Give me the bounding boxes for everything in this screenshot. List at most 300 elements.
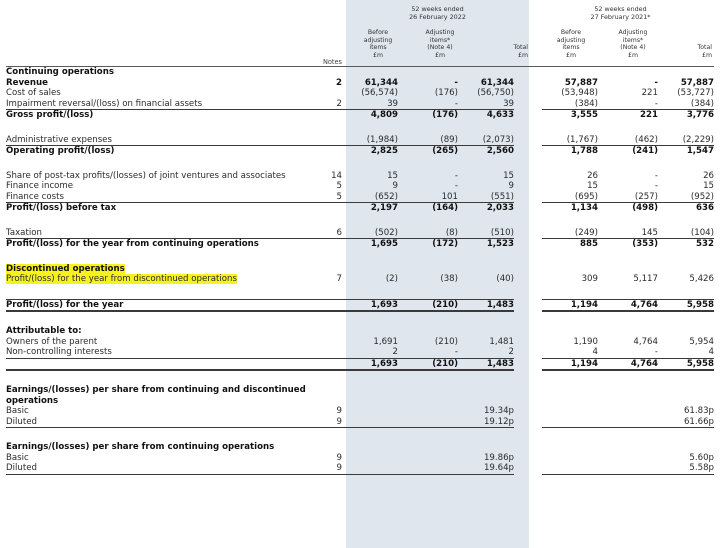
- value-total-2022: 61,344: [480, 77, 514, 88]
- period-date: 27 February 2021*: [590, 12, 651, 21]
- period-label: 52 weeks ended: [594, 5, 647, 13]
- value-adjusting-2022: [398, 370, 458, 385]
- statement-row: [6, 285, 714, 300]
- row-label-text: Impairment reversal/(loss) on financial assets: [6, 98, 203, 109]
- value-total-2021: 15: [703, 181, 714, 191]
- row-label-text: Administrative expenses: [6, 134, 112, 145]
- value-before-2021: [542, 428, 598, 443]
- row-label: [6, 78, 306, 89]
- value-before-2021: [542, 285, 598, 300]
- value-total-2022: [458, 67, 514, 78]
- value-before-2022: (652): [342, 192, 398, 203]
- row-note-ref: [306, 326, 342, 337]
- value-before-2021: 1,134: [570, 203, 598, 213]
- value-adjusting-2022: (210): [398, 358, 458, 370]
- value-total-2022: [458, 385, 514, 396]
- statement-row: [6, 299, 714, 311]
- row-label-text: Taxation: [6, 227, 42, 238]
- row-label: [6, 250, 306, 264]
- col-header-line: (Note 4): [620, 44, 646, 52]
- value-before-2022: 61,344: [364, 77, 398, 88]
- highlighted-label: Discontinued operations: [6, 263, 125, 274]
- value-before-2022: (1,984): [342, 135, 398, 146]
- row-label: [6, 203, 306, 214]
- value-before-2021: [542, 326, 598, 337]
- value-total-2022: [458, 370, 514, 385]
- value-adjusting-2022: (176): [434, 88, 458, 98]
- value-adjusting-2022: (265): [432, 146, 458, 156]
- row-label-text: operations: [6, 395, 59, 406]
- value-before-2022: 2,825: [370, 146, 398, 156]
- value-adjusting-2022: -: [398, 99, 458, 110]
- value-total-2021: (952): [658, 192, 714, 203]
- col-header-line: Adjusting: [618, 29, 648, 36]
- value-before-2021: [542, 442, 598, 453]
- row-label: [6, 385, 306, 396]
- row-note-ref: [306, 88, 342, 99]
- value-adjusting-2021: -: [598, 99, 658, 110]
- column-gap: [514, 121, 542, 135]
- value-before-2022: [342, 214, 398, 228]
- column-gap: [514, 337, 542, 348]
- row-note-ref: [306, 299, 342, 311]
- value-total-2022: [458, 396, 514, 407]
- value-total-2022: (2,073): [458, 135, 514, 146]
- value-total-2022: (551): [458, 192, 514, 203]
- value-adjusting-2021: [598, 311, 658, 326]
- value-adjusting-2021: (241): [632, 146, 658, 156]
- value-before-2022: [342, 311, 398, 326]
- value-before-2022: [342, 67, 398, 78]
- value-total-2021: [658, 326, 714, 337]
- statement-row: [6, 203, 714, 214]
- value-adjusting-2021: [598, 67, 658, 78]
- row-label: [6, 274, 306, 285]
- value-adjusting-2021: [598, 285, 658, 300]
- column-gap: [514, 214, 542, 228]
- income-statement-table: [6, 67, 714, 475]
- value-adjusting-2022: [398, 428, 458, 443]
- value-adjusting-2022: [398, 121, 458, 135]
- row-label-text: Finance income: [6, 181, 74, 191]
- value-adjusting-2022: (8): [398, 228, 458, 239]
- col-header-line: Adjusting: [425, 29, 455, 36]
- value-before-2022: [342, 121, 398, 135]
- row-label: [6, 67, 306, 78]
- value-total-2022: 1,481: [489, 336, 514, 347]
- value-before-2021: [542, 463, 598, 474]
- row-label: [6, 99, 306, 110]
- col-header-line: £m: [628, 51, 638, 59]
- value-total-2021: [658, 157, 714, 171]
- row-label-text: Diluted: [6, 416, 37, 427]
- value-before-2022: 39: [342, 99, 398, 110]
- column-gap: [514, 157, 542, 171]
- row-note-ref: [306, 239, 342, 250]
- value-total-2021: (53,727): [677, 88, 714, 98]
- value-adjusting-2022: [398, 385, 458, 396]
- column-gap: [514, 326, 542, 337]
- value-total-2022: 2,560: [486, 146, 514, 156]
- row-label-text: Finance costs: [6, 191, 64, 202]
- column-gap: [514, 88, 542, 99]
- value-total-2021: [658, 311, 714, 326]
- row-label-text: Non-controlling interests: [6, 347, 112, 357]
- value-before-2022: [342, 428, 398, 443]
- value-adjusting-2021: 221: [640, 110, 658, 120]
- col-header-line: Before: [367, 29, 389, 36]
- value-before-2022: [342, 157, 398, 171]
- value-adjusting-2022: [398, 417, 458, 428]
- value-total-2022: 19.86p: [483, 452, 514, 463]
- value-total-2021: (104): [658, 228, 714, 239]
- col-header-line: Before: [560, 29, 582, 36]
- col-header-adjusting-2021: [603, 29, 663, 59]
- value-total-2022: (56,750): [477, 88, 514, 98]
- column-gap: [514, 285, 542, 300]
- row-note-ref: [306, 385, 342, 396]
- value-total-2022: (40): [496, 274, 514, 284]
- row-label-text: Earnings/(losses) per share from continuing operations: [6, 442, 275, 452]
- value-before-2021: 1,788: [570, 146, 598, 156]
- value-before-2022: [342, 442, 398, 453]
- statement-row: [6, 442, 714, 453]
- value-total-2022: [458, 311, 514, 326]
- value-before-2022: [342, 370, 398, 385]
- statement-row: [6, 428, 714, 443]
- col-header-line: £m: [373, 51, 383, 59]
- value-before-2022: 1,695: [370, 239, 398, 249]
- value-before-2021: [542, 214, 598, 228]
- row-label-text: Gross profit/(loss): [6, 110, 94, 120]
- value-adjusting-2022: 101: [398, 192, 458, 203]
- value-adjusting-2021: [598, 121, 658, 135]
- value-adjusting-2021: 221: [641, 88, 658, 98]
- value-before-2022: [342, 264, 398, 275]
- row-note-ref: 5: [306, 192, 342, 203]
- col-header-before-2021: [541, 29, 601, 59]
- statement-row: [6, 337, 714, 348]
- value-adjusting-2022: -: [398, 347, 458, 358]
- row-note-ref: [306, 264, 342, 275]
- column-gap: [514, 239, 542, 250]
- value-adjusting-2021: (257): [598, 192, 658, 203]
- period-date: 26 February 2022: [409, 12, 466, 21]
- value-adjusting-2022: [398, 250, 458, 264]
- row-label: [6, 181, 306, 192]
- row-label-text: Continuing operations: [6, 67, 114, 77]
- value-adjusting-2022: [398, 453, 458, 464]
- value-adjusting-2022: [398, 285, 458, 300]
- column-gap: [514, 453, 542, 464]
- row-label: [6, 264, 306, 275]
- value-adjusting-2021: (498): [632, 203, 658, 213]
- value-adjusting-2021: 4,764: [598, 299, 658, 311]
- value-total-2021: [658, 121, 714, 135]
- column-gap: [514, 463, 542, 474]
- value-before-2021: (695): [542, 192, 598, 203]
- row-label: [6, 299, 306, 311]
- value-adjusting-2022: [398, 406, 458, 417]
- row-label: [6, 311, 306, 326]
- row-note-ref: [306, 311, 342, 326]
- value-before-2021: [542, 385, 598, 396]
- value-before-2021: (53,948): [561, 88, 598, 98]
- value-adjusting-2022: [398, 463, 458, 474]
- col-header-before-2022: [348, 29, 408, 59]
- row-label-text: Attributable to:: [6, 326, 82, 336]
- value-total-2021: 5,426: [689, 274, 714, 284]
- value-adjusting-2022: -: [454, 181, 458, 191]
- value-adjusting-2022: (176): [432, 110, 458, 120]
- col-header-line: Total: [513, 44, 528, 51]
- row-label: [6, 88, 306, 99]
- row-note-ref: 9: [336, 406, 342, 416]
- value-before-2021: [542, 264, 598, 275]
- column-gap: [514, 146, 542, 157]
- highlighted-label: Profit/(loss) for the year from discontinued operations: [6, 274, 237, 284]
- value-before-2021: 1,190: [573, 336, 598, 347]
- value-before-2022: [342, 463, 398, 474]
- col-header-line: items*: [429, 36, 451, 44]
- statement-row: [6, 406, 714, 417]
- column-gap: [514, 99, 542, 110]
- value-total-2022: [458, 326, 514, 337]
- row-label: [6, 228, 306, 239]
- col-header-line: £m: [702, 51, 712, 59]
- value-adjusting-2021: -: [654, 181, 658, 191]
- statement-row: [6, 347, 714, 358]
- value-adjusting-2021: [598, 326, 658, 337]
- value-total-2022: 19.12p: [458, 417, 514, 428]
- value-before-2021: (1,767): [542, 135, 598, 146]
- row-label-text: Profit/(loss) for the year: [6, 299, 124, 310]
- statement-row: [6, 274, 714, 285]
- row-label: [6, 453, 306, 464]
- value-adjusting-2022: (210): [434, 336, 458, 347]
- value-adjusting-2022: [398, 326, 458, 337]
- value-total-2022: [458, 214, 514, 228]
- row-label: [6, 442, 306, 453]
- col-header-adjusting-2022: [410, 29, 470, 59]
- column-gap: [514, 396, 542, 407]
- column-gap: [514, 250, 542, 264]
- row-note-ref: 5: [336, 181, 342, 191]
- value-total-2021: [658, 67, 714, 78]
- value-before-2022: 1,693: [342, 358, 398, 370]
- value-adjusting-2021: 145: [598, 228, 658, 239]
- value-adjusting-2021: 5,117: [633, 274, 658, 284]
- value-before-2022: 1,691: [373, 336, 398, 347]
- statement-row: [6, 250, 714, 264]
- statement-row: [6, 135, 714, 146]
- row-note-ref: [306, 146, 342, 157]
- value-adjusting-2022: (172): [432, 239, 458, 249]
- value-adjusting-2021: [598, 385, 658, 396]
- value-total-2022: 1,523: [486, 239, 514, 249]
- statement-row: [6, 239, 714, 250]
- column-gap: [514, 347, 542, 358]
- value-total-2022: 39: [458, 99, 514, 110]
- row-label: [6, 121, 306, 135]
- value-before-2021: [542, 311, 598, 326]
- row-note-ref: [306, 157, 342, 171]
- value-total-2022: [458, 250, 514, 264]
- row-note-ref: [306, 396, 342, 407]
- value-total-2022: 2: [458, 347, 514, 358]
- row-label: [6, 326, 306, 337]
- column-gap: [514, 67, 542, 78]
- value-before-2022: 9: [392, 181, 398, 191]
- row-note-ref: [306, 347, 342, 358]
- statement-row: [6, 311, 714, 326]
- value-before-2021: [542, 453, 598, 464]
- value-adjusting-2021: [598, 417, 658, 428]
- value-total-2021: 61.66p: [658, 417, 714, 428]
- row-label: [6, 337, 306, 348]
- column-gap: [514, 181, 542, 192]
- value-total-2022: (510): [458, 228, 514, 239]
- row-note-ref: [306, 214, 342, 228]
- row-label: [6, 192, 306, 203]
- statement-row: [6, 146, 714, 157]
- col-header-line: (Note 4): [427, 44, 453, 52]
- statement-row: [6, 181, 714, 192]
- value-adjusting-2022: [398, 264, 458, 275]
- value-before-2022: 15: [387, 170, 398, 181]
- value-total-2022: [458, 442, 514, 453]
- row-note-ref: [306, 428, 342, 443]
- value-total-2021: 26: [703, 170, 714, 181]
- value-adjusting-2021: (462): [598, 135, 658, 146]
- value-total-2021: 5.58p: [658, 463, 714, 474]
- row-label-text: Basic: [6, 406, 29, 416]
- value-adjusting-2021: [598, 214, 658, 228]
- column-gap: [514, 203, 542, 214]
- row-label: [6, 285, 306, 300]
- row-note-ref: 2: [336, 77, 342, 88]
- row-label-text: Profit/(loss) for the year from continuing operations: [6, 239, 259, 249]
- value-adjusting-2021: (353): [632, 239, 658, 249]
- statement-row: [6, 385, 714, 396]
- value-total-2022: 9: [508, 181, 514, 191]
- statement-row: [6, 67, 714, 78]
- value-before-2022: 2: [342, 347, 398, 358]
- value-total-2022: [458, 428, 514, 443]
- row-label: [6, 214, 306, 228]
- statement-row: [6, 453, 714, 464]
- statement-row: [6, 417, 714, 428]
- column-gap: [514, 135, 542, 146]
- period-label: 52 weeks ended: [411, 5, 464, 13]
- value-before-2021: [542, 121, 598, 135]
- value-adjusting-2021: [598, 442, 658, 453]
- value-before-2021: 309: [581, 274, 598, 284]
- col-header-line: items*: [622, 36, 644, 44]
- value-total-2021: [658, 442, 714, 453]
- col-header-line: adjusting: [363, 36, 393, 44]
- value-before-2021: (384): [542, 99, 598, 110]
- row-note-ref: [306, 135, 342, 146]
- row-label: [6, 428, 306, 443]
- row-label: [6, 146, 306, 157]
- value-adjusting-2021: [598, 453, 658, 464]
- value-adjusting-2021: -: [654, 170, 658, 181]
- value-adjusting-2022: [398, 442, 458, 453]
- value-adjusting-2022: -: [454, 170, 458, 181]
- row-label: [6, 157, 306, 171]
- value-adjusting-2022: [398, 67, 458, 78]
- row-label-text: Profit/(loss) before tax: [6, 203, 117, 213]
- value-before-2021: 1,194: [542, 358, 598, 370]
- row-label-text: Revenue: [6, 77, 48, 88]
- value-adjusting-2022: [398, 311, 458, 326]
- row-note-ref: [306, 442, 342, 453]
- value-total-2022: 15: [503, 170, 514, 181]
- value-before-2021: (249): [542, 228, 598, 239]
- value-total-2021: [658, 264, 714, 275]
- row-label: [6, 239, 306, 250]
- value-total-2022: 19.34p: [483, 406, 514, 416]
- row-note-ref: [306, 67, 342, 78]
- value-adjusting-2021: -: [598, 347, 658, 358]
- statement-row: [6, 78, 714, 89]
- value-total-2022: 4,633: [486, 110, 514, 120]
- row-label: [6, 347, 306, 358]
- row-note-ref: 14: [331, 170, 342, 181]
- value-total-2021: 5,954: [689, 336, 714, 347]
- col-header-line: adjusting: [556, 36, 586, 44]
- row-note-ref: [306, 370, 342, 385]
- column-gap: [514, 442, 542, 453]
- value-total-2021: [658, 428, 714, 443]
- row-label: [6, 406, 306, 417]
- row-note-ref: [306, 121, 342, 135]
- period-header-2021: [529, 6, 712, 21]
- value-before-2022: [342, 406, 398, 417]
- row-label-text: Earnings/(losses) per share from continuing and discontinued: [6, 385, 306, 395]
- value-total-2021: 4: [658, 347, 714, 358]
- value-before-2022: [342, 453, 398, 464]
- value-total-2021: (2,229): [658, 135, 714, 146]
- value-total-2021: [658, 250, 714, 264]
- column-gap: [514, 406, 542, 417]
- row-label-text: Operating profit/(loss): [6, 146, 115, 156]
- value-before-2021: 3,555: [570, 110, 598, 120]
- value-adjusting-2021: [598, 264, 658, 275]
- statement-row: [6, 396, 714, 407]
- column-gap: [514, 192, 542, 203]
- value-before-2021: [542, 157, 598, 171]
- value-adjusting-2021: -: [654, 77, 658, 88]
- value-total-2021: [658, 370, 714, 385]
- statement-row: [6, 192, 714, 203]
- row-note-ref: [306, 358, 342, 370]
- column-gap: [514, 385, 542, 396]
- row-label: [6, 358, 306, 370]
- value-before-2021: [542, 370, 598, 385]
- row-note-ref: [306, 110, 342, 121]
- value-total-2021: 636: [696, 203, 714, 213]
- value-total-2021: 5,958: [658, 358, 714, 370]
- row-note-ref: [306, 337, 342, 348]
- column-gap: [514, 358, 542, 370]
- column-gap: [514, 274, 542, 285]
- value-before-2021: [542, 406, 598, 417]
- row-note-ref: 9: [336, 452, 342, 463]
- value-before-2022: (56,574): [361, 88, 398, 98]
- value-adjusting-2021: [598, 463, 658, 474]
